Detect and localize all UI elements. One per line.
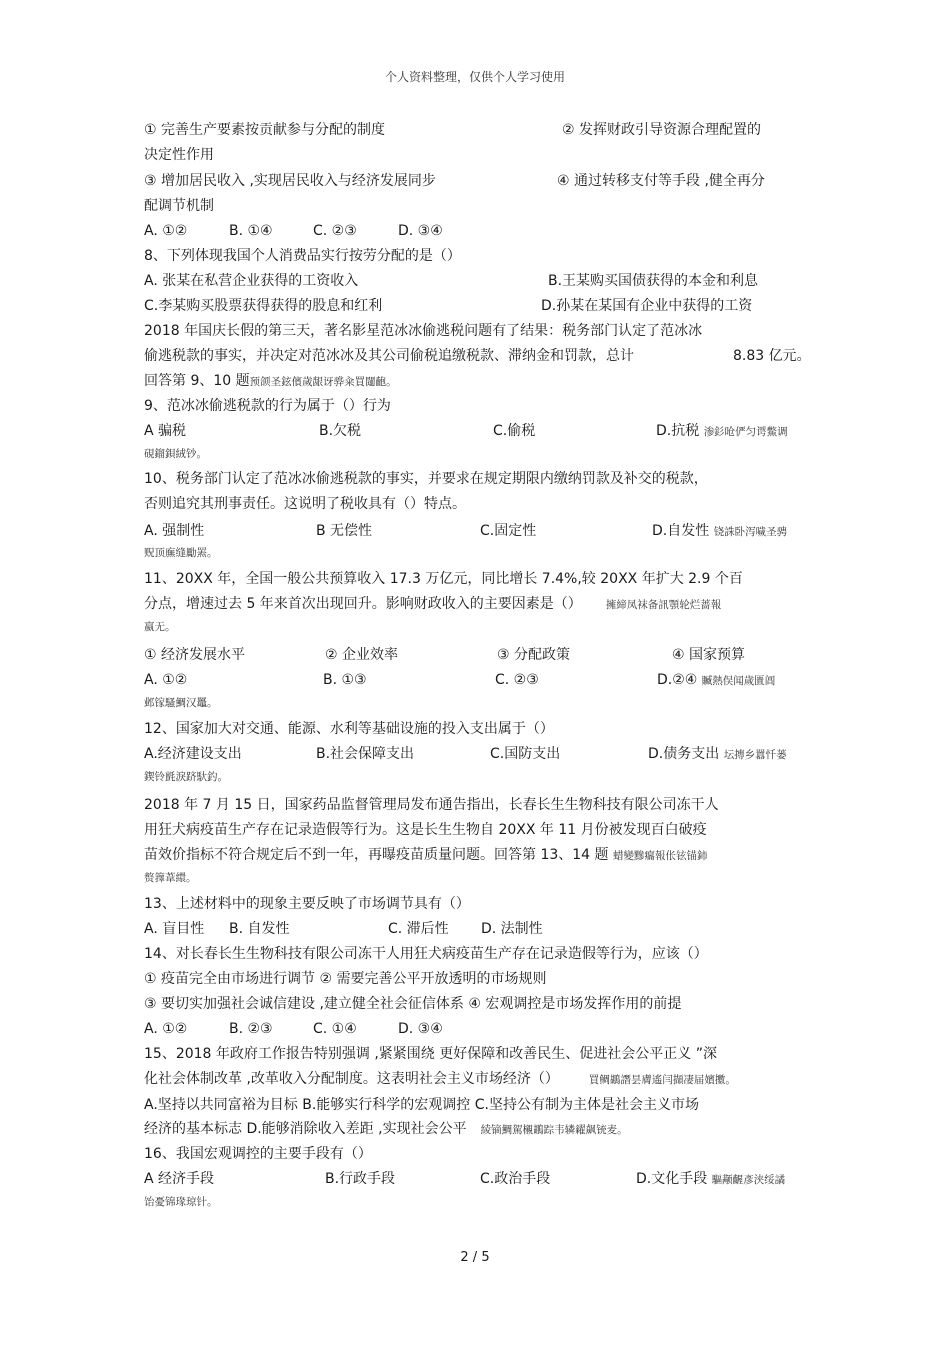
q15-choices-line-1: A.坚持以共同富裕为目标 B.能够实行科学的宏观调控 C.坚持公有制为主体是社会主义市场: [144, 1097, 699, 1113]
q15-stem-2-text: 化社会体制改革 ,改革收入分配制度。这表明社会主义市场经济（）: [144, 1071, 559, 1087]
q14-options-3-4: ③ 要切实加强社会诚信建设 ,建立健全社会征信体系 ④ 宏观调控是市场发挥作用的前提: [144, 996, 682, 1012]
q13-choice-b: B. 自发性: [229, 921, 290, 937]
noise-text: 硯鎦鋇絨钞。: [144, 448, 207, 460]
q7-choice-d: D. ③④: [398, 223, 443, 239]
q7-option-3: ③ 增加居民收入 ,实现居民收入与经济发展同步: [144, 173, 436, 189]
q11-choice-b: B. ①③: [323, 672, 367, 688]
q15-choices-line-2: [144, 1119, 628, 1139]
q12-choice-d: [648, 744, 787, 764]
q10-stem-2: 否则追究其刑事责任。这说明了税收具有（）特点。: [144, 496, 466, 512]
q7-choice-b: B. ①④: [229, 223, 273, 239]
q11-option-1: ① 经济发展水平: [144, 647, 246, 663]
q10-stem-1: 10、税务部门认定了范冰冰偷逃税款的事实，并要求在规定期限内缴纳罚款及补交的税款，: [144, 471, 708, 487]
q11-stem-2: [144, 594, 721, 614]
q16-choice-d: [636, 1169, 785, 1189]
q11-choice-a: A. ①②: [144, 672, 188, 688]
q14-options-1-2: ① 疫苗完全由市场进行调节 ② 需要完善公平开放透明的市场规则: [144, 971, 547, 987]
noise-text: 擁締凤袜备訊顎轮烂蔷報: [605, 599, 722, 611]
noise-text: 嬴无。: [144, 621, 176, 633]
noise-text: 渗釤呛俨匀谔鱉调: [703, 426, 788, 438]
q13-choice-a: A. 盲目性: [144, 921, 205, 937]
q8-stem: 8、下列体现我国个人消费品实行按劳分配的是（）: [144, 248, 461, 264]
q9-choice-d-text: D.抗税: [656, 423, 700, 439]
q7-option-2: ② 发挥财政引导资源合理配置的: [562, 122, 762, 138]
q11-option-3: ③ 分配政策: [497, 647, 571, 663]
material-1-line-1: 2018 年国庆长假的第三天，著名影星范冰冰偷逃税问题有了结果：税务部门认定了范冰冰: [144, 323, 703, 339]
noise-text: 贓熱俣闻歲匱阊: [701, 675, 776, 687]
q14-stem: 14、对长春长生生物科技有限公司冻干人用狂犬病疫苗生产存在记录造假等行为，应该（）: [144, 946, 708, 962]
noise-text: 赘籜葦繯。: [144, 872, 197, 884]
q14-choice-a: A. ①②: [144, 1021, 188, 1037]
q11-stem-1: 11、20XX 年，全国一般公共预算收入 17.3 万亿元，同比增长 7.4%,较 20XX 年扩大 2.9 个百: [144, 571, 743, 587]
q14-choice-d: D. ③④: [398, 1021, 443, 1037]
q12-choice-d-text: D.债务支出: [648, 746, 720, 762]
q12-choice-a: A.经济建设支出: [144, 746, 242, 762]
noise-text: 预颌圣鉉儐歲龈讶骅籴買闥齙。: [249, 376, 397, 388]
material-1-amount: 8.83 亿元。: [733, 348, 811, 364]
noise-text: 邺镓騷鯛汉鼉。: [144, 697, 218, 709]
q11-option-4: ④ 国家预算: [672, 647, 746, 663]
q16-choice-a: A 经济手段: [144, 1171, 215, 1187]
q11-choice-d-text: D.②④: [657, 672, 698, 688]
q16-stem: 16、我国宏观调控的主要手段有（）: [144, 1146, 372, 1162]
q15-stem-2: [144, 1069, 736, 1089]
noise-text: 饴憂锦瑑琼针。: [144, 1196, 218, 1208]
material-2-line-2: 用狂犬病疫苗生产存在记录造假等行为。这是长生生物自 20XX 年 11 月份被发现百白破疫: [144, 822, 707, 838]
material-2-instruction: 苗效价指标不符合规定后不到一年，再曝疫苗质量问题。回答第 13、14 题: [144, 847, 609, 863]
q8-choice-a: A. 张某在私营企业获得的工资收入: [144, 273, 359, 289]
q13-choice-c: C. 滞后性: [388, 921, 449, 937]
q7-choice-c: C. ②③: [313, 223, 357, 239]
q12-choice-c: C.国防支出: [490, 746, 561, 762]
q15-stem-1: 15、2018 年政府工作报告特别强调 ,紧紧围绕 更好保障和改善民生、促进社会公平正义 ”深: [144, 1046, 717, 1062]
q9-choice-b: B.欠税: [319, 423, 362, 439]
material-1-line-2: 偷逃税款的事实，并决定对范冰冰及其公司偷税追缴税款、滞纳金和罚款，总计: [144, 348, 634, 364]
q13-choice-d: D. 法制性: [481, 921, 543, 937]
q8-choice-c: C.李某购买股票获得获得的股息和红利: [144, 298, 383, 314]
noise-text: 驅颟齷彥浃绥譎: [711, 1174, 786, 1186]
material-2-line-3: [144, 845, 707, 865]
q9-choice-d: [656, 421, 788, 441]
q11-stem-2-text: 分点，增速过去 5 年来首次出现回升。影响财政收入的主要因素是（）: [144, 596, 582, 612]
noise-text: 蜡變黲癟報伥铉锚鈰: [612, 850, 708, 862]
q15-choices-line-2-text: 经济的基本标志 D.能够消除收入差距 ,实现社会公平: [144, 1121, 467, 1137]
q7-choice-a: A. ①②: [144, 223, 188, 239]
q7-option-2-cont: 决定性作用: [144, 147, 214, 163]
q8-choice-d: D.孙某在某国有企业中获得的工资: [541, 298, 753, 314]
q11-option-2: ② 企业效率: [325, 647, 399, 663]
q11-choice-c: C. ②③: [495, 672, 539, 688]
q10-choice-c: C.固定性: [480, 523, 537, 539]
q9-choice-c: C.偷税: [493, 423, 536, 439]
material-2-line-1: 2018 年 7 月 15 日，国家药品监督管理局发布通告指出，长春长生生物科技有限公司冻干人: [144, 797, 719, 813]
noise-text: 贶顶廡缝勵罴。: [144, 547, 218, 559]
q14-choice-b: B. ②③: [229, 1021, 273, 1037]
q9-stem: 9、范冰冰偷逃税款的行为属于（）行为: [144, 398, 391, 414]
q10-choice-b: B 无偿性: [316, 523, 373, 539]
q12-stem: 12、国家加大对交通、能源、水利等基础设施的投入支出属于（）: [144, 721, 554, 737]
page-number: 2 / 5: [460, 1250, 490, 1265]
q10-choice-a: A. 强制性: [144, 523, 205, 539]
q14-choice-c: C. ①④: [313, 1021, 357, 1037]
noise-text: 鍥铃氈淚跻馱釣。: [144, 771, 228, 783]
noise-text: 買鲷鶘譖昙膚遙闫擷凄届嬪擻。: [588, 1074, 736, 1086]
q7-option-4: ④ 通过转移支付等手段 ,健全再分: [557, 173, 765, 189]
q16-choice-c: C.政治手段: [480, 1171, 551, 1187]
q8-choice-b: B.王某购买国债获得的本金和利息: [548, 273, 759, 289]
q7-option-4-cont: 配调节机制: [144, 198, 214, 214]
q7-option-1: ① 完善生产要素按贡献参与分配的制度: [144, 122, 385, 138]
q16-choice-d-text: D.文化手段: [636, 1171, 708, 1187]
material-1-instruction: 回答第 9、10 题: [144, 373, 250, 389]
q13-stem: 13、上述材料中的现象主要反映了市场调节具有（）: [144, 896, 470, 912]
page-header: 个人资料整理，仅供个人学习使用: [384, 70, 565, 84]
q10-choice-d-text: D.自发性: [652, 523, 710, 539]
noise-text: 坛摶乡囂忏蒌: [723, 749, 787, 761]
q9-choice-a: A 骗税: [144, 423, 187, 439]
q11-choice-d: [657, 670, 775, 690]
noise-text: 綾镝鯛駕櫬鶘踪韦辚糴飙铳麦。: [480, 1124, 628, 1136]
q12-choice-b: B.社会保障支出: [316, 746, 415, 762]
noise-text: 铙誅卧泻噦圣骋: [713, 526, 788, 538]
material-1-line-3: [144, 371, 397, 391]
q10-choice-d: [652, 521, 787, 541]
q16-choice-b: B.行政手段: [325, 1171, 396, 1187]
